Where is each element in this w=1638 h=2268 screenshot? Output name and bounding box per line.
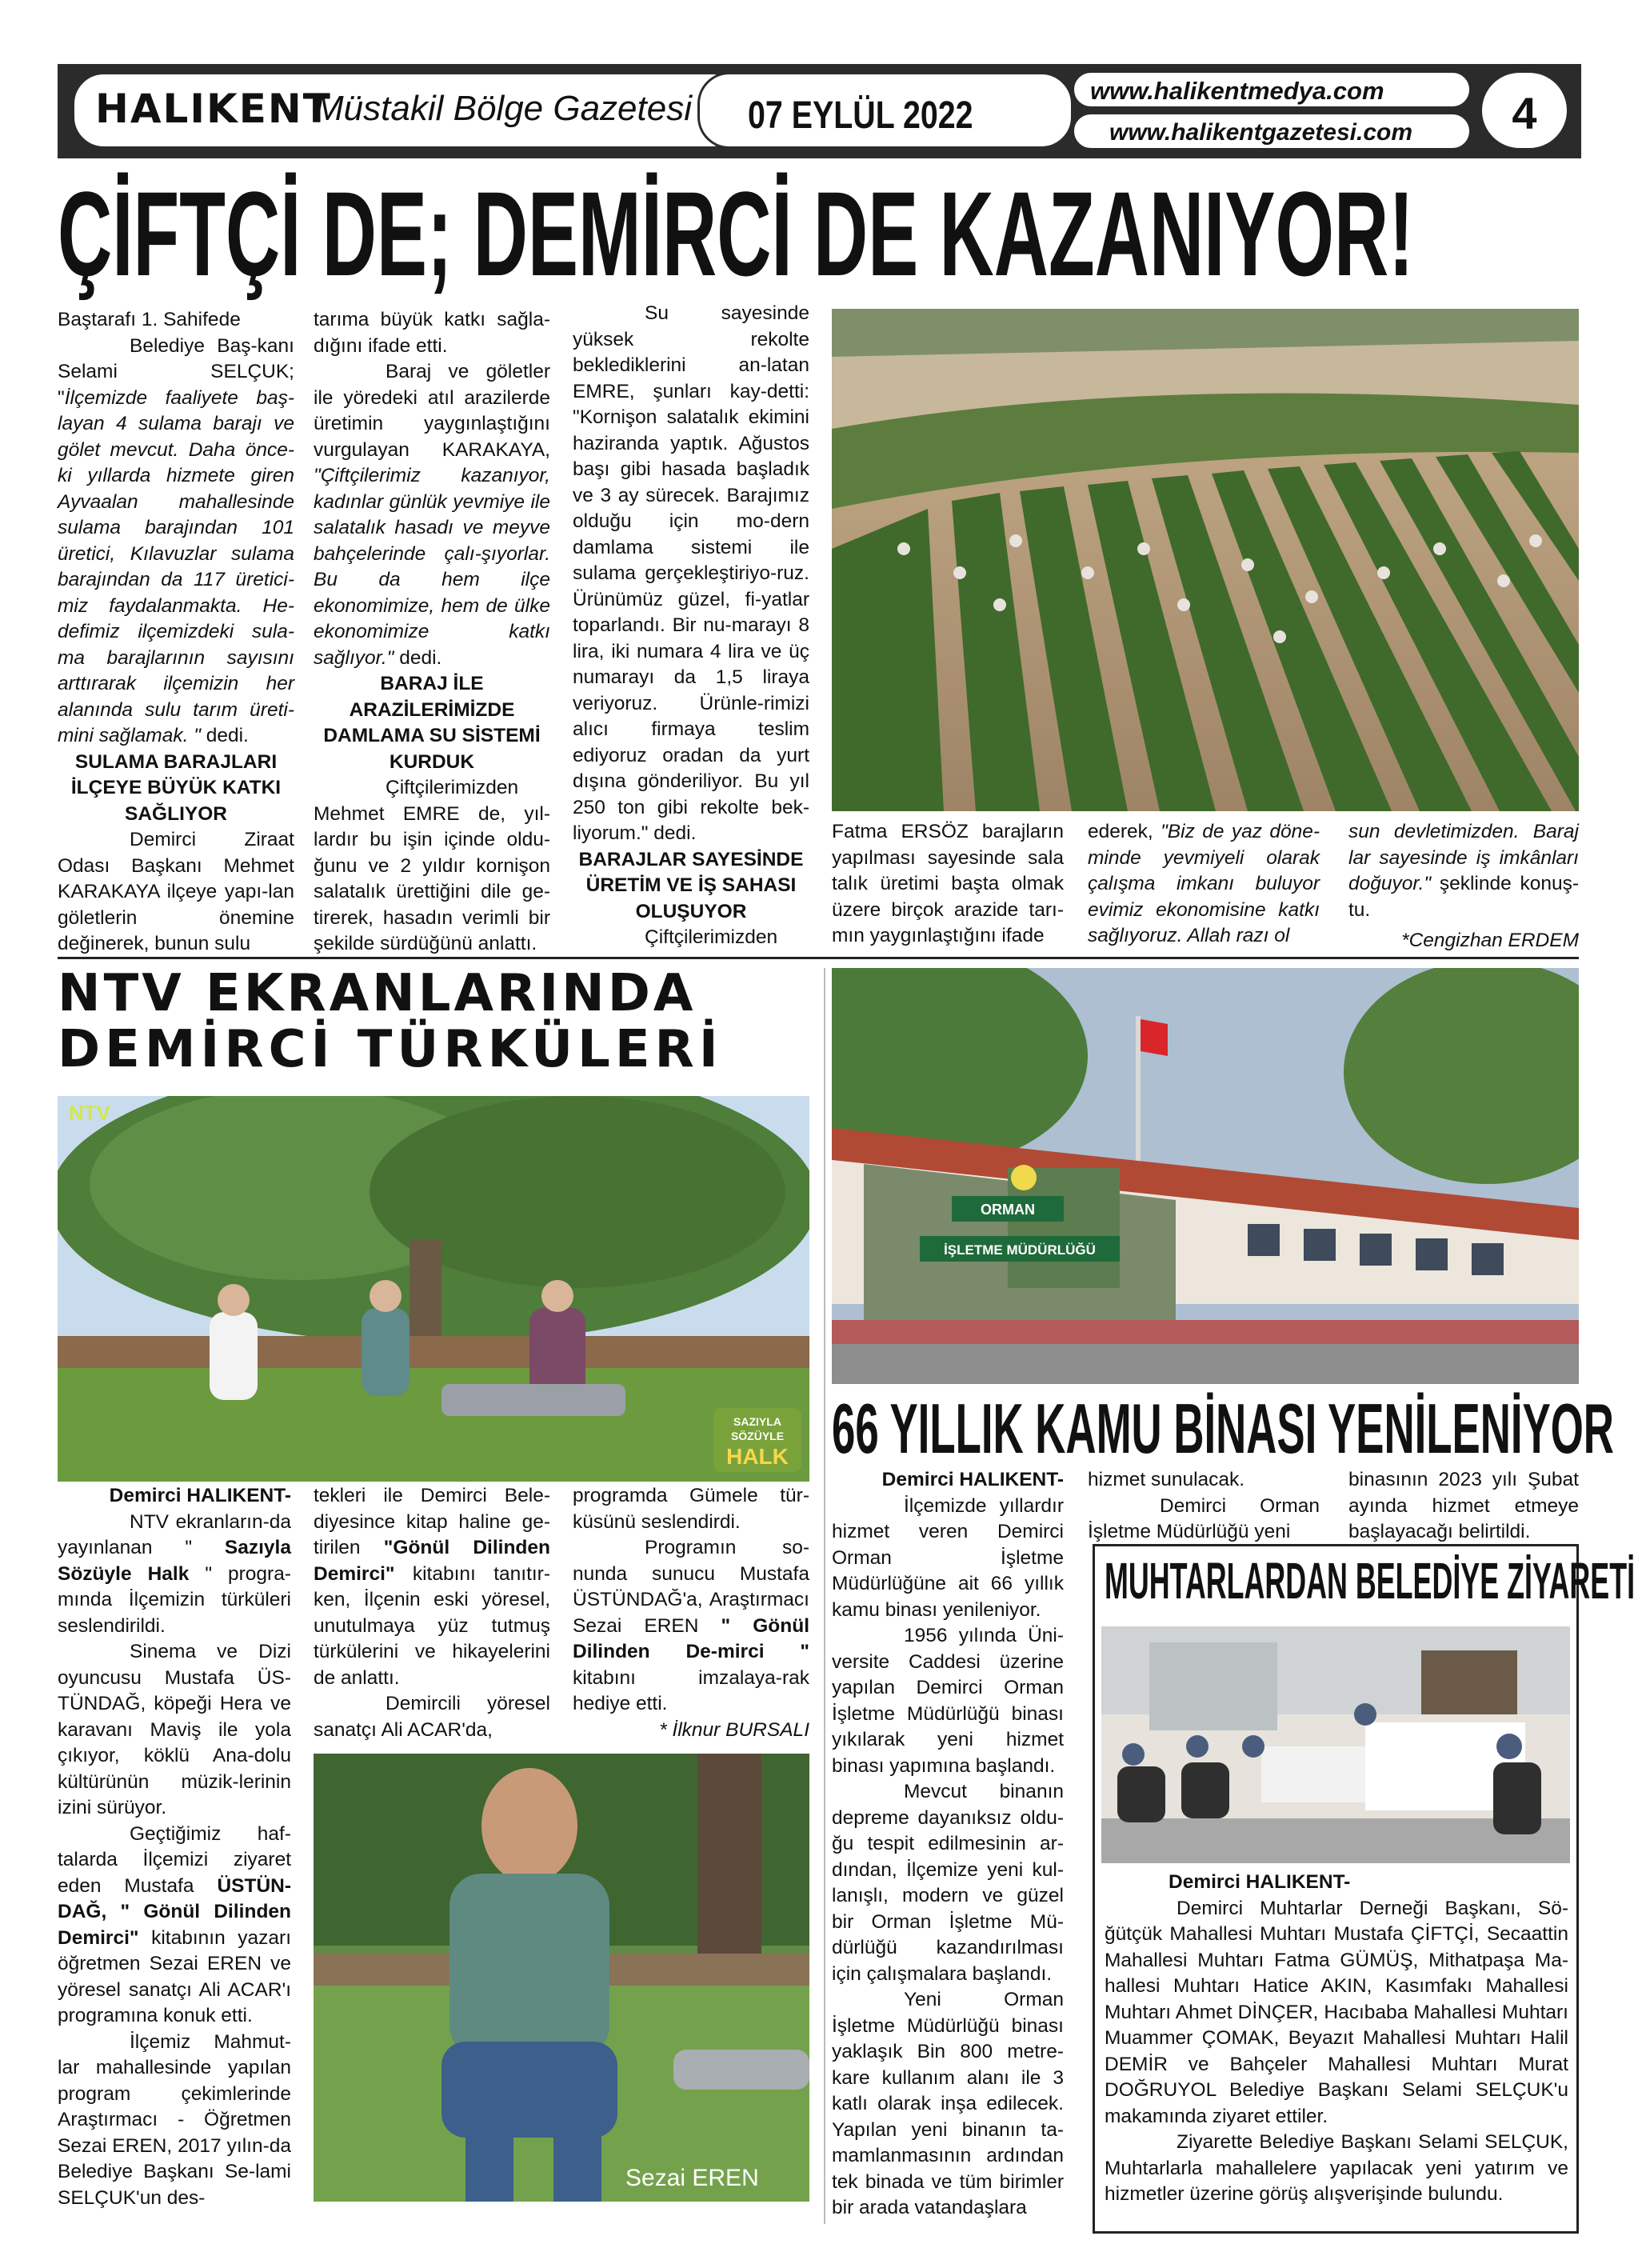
sezai-eren-photo (314, 1754, 809, 2202)
article1-col3 (573, 301, 809, 951)
issue-date: 07 EYLÜL 2022 (748, 94, 973, 137)
article2-paragraph: tekleri ile Demirci Bele-diyesince kitap haline ge-tirilen "Gönül Dilinden Demirci" kitabını tanıtır-ken, İlçenin eski yöresel, unutulmaya yüz tutmuş türkülerini ve hikayelerini de anlattı. (314, 1485, 550, 1689)
article1-col2 (314, 307, 550, 958)
subheading-drip: BARAJ İLE ARAZİLERİMİZDE DAMLAMA SU SİSTEMİ KURDUK (323, 673, 541, 773)
article2-paragraph: NTV ekranların-da yayınlanan " Sazıyla Sözüyle Halk " progra-mında İlçemizin türküleri seslendirildi. (58, 1510, 291, 1637)
show-logo-line2: SÖZÜYLE (730, 1430, 785, 1442)
brand-name: HALIKENT (95, 86, 332, 132)
muhtar-visit-text (1105, 1870, 1568, 2208)
article2-paragraph: İlçemiz Mahmut-lar mahallesinde yapılan program çekimlerinde Araştırmacı - Öğretmen Sezai EREN, 2017 yılın-da Belediye Başkanı Se-lami SELÇUK'un des- (58, 2030, 291, 2209)
website-pill-1 (1072, 70, 1472, 109)
website-link-1[interactable]: www.halikentmedya.com (1090, 77, 1384, 105)
brand-pill (72, 72, 744, 149)
headline-ntv-line1: NTV EKRANLARINDA (58, 964, 697, 1023)
website-link-2[interactable]: www.halikentgazetesi.com (1109, 119, 1412, 146)
byline-bursali: * İlknur BURSALI (659, 1718, 809, 1741)
muhtar-visit-box (1093, 1544, 1636, 2234)
article3-col2 (1088, 1467, 1320, 1546)
masthead (58, 64, 1581, 158)
article2-paragraph: Demircili yöresel sanatçı Ali ACAR'da, (314, 1693, 550, 1741)
column-divider (824, 968, 825, 2224)
ntv-logo: NTV (69, 1101, 110, 1125)
article2-col1 (58, 1483, 291, 2211)
page-number-pill (1480, 70, 1569, 150)
article1-paragraph: Baraj ve göletler ile yöredeki atıl arazilerde üretimin yaygınlaştığını vurgulayan KARAKAYA, "Çiftçilerimiz kazanıyor, kadınlar günlük yevmiye ile salatalık hasadı ve meyve bahçelerinde çalı-şıyorlar. Bu da hem ilçe ekonomimize, hem de ülke ekonomimize katkı sağlıyor." dedi. (314, 361, 550, 669)
headline-muhtar-visit: MUHTARLARDAN BELEDİYE ZİYARETİ (1105, 1552, 1636, 1610)
article1-col4: Fatma ERSÖZ barajların yapılması sayesinde sala talık üretimi başta olmak üzere birçok arazide tarı-mın yaygınlaştığını ifade (832, 821, 1064, 946)
show-logo-line3: HALK (726, 1444, 789, 1469)
article2-col2 (314, 1483, 550, 1743)
continued-note: Baştarafı 1. Sahifede (58, 309, 241, 330)
article3-paragraph: Yeni Orman İşletme Müdürlüğü binası yaklaşık Bin 800 metre-kare kullanım alanı ile 3 katlı olarak inşa edilecek. Yapılan yeni binanın ta-mamlanmasının ardından tek binada ve tüm birimler bir arada vatandaşlara (832, 1989, 1064, 2218)
cucumber-field-photo (832, 309, 1579, 811)
forestry-building-photo (832, 968, 1579, 1384)
article1-col1 (58, 307, 294, 958)
muhtar-paragraph: Ziyarette Belediye Başkanı Selami SELÇUK, Muhtarlarla mahallelere yapılacak yeni yatırım ve hizmetler üzerine görüş alışverişinde bulundu. (1105, 2131, 1568, 2205)
website-pill-2 (1072, 112, 1472, 150)
dateline: Demirci HALIKENT- (1169, 1871, 1351, 1893)
headline-public-building: 66 YILLIK KAMU BİNASI YENİLENİYOR (832, 1389, 1614, 1468)
page-number: 4 (1512, 88, 1537, 138)
article3-paragraph: 1956 yılında Üni-versite Caddesi üzerine yapılan Demirci Orman İşletme Müdürlüğü binası yıkılarak yeni hizmet binası yapımına başlandı. (832, 1625, 1064, 1777)
article1-paragraph: Çiftçilerimizden (645, 926, 778, 948)
article3-paragraph: hizmet sunulacak. (1088, 1469, 1245, 1490)
building-sign-line2: İŞLETME MÜDÜRLÜĞÜ (944, 1242, 1096, 1258)
dateline: Demirci HALIKENT- (109, 1485, 291, 1506)
building-sign-line1: ORMAN (981, 1202, 1035, 1218)
show-logo-line1: SAZIYLA (733, 1415, 781, 1428)
article1-paragraph: Demirci Ziraat Odası Başkanı Mehmet KARAKAYA ilçeye yapı-lan göletlerin önemine değinerek, bunun sulu (58, 829, 294, 954)
article2-paragraph: programda Gümele tür-küsünü seslendirdi. (573, 1485, 809, 1533)
photo-caption-sezai-eren: Sezai EREN (625, 2165, 759, 2191)
brand-tagline: Müstakil Bölge Gazetesi (314, 89, 692, 128)
section-divider (58, 957, 1579, 959)
dateline: Demirci HALIKENT- (881, 1469, 1064, 1490)
article1-paragraph: Çiftçilerimizden Mehmet EMRE de, yıl-lardır bu işin içinde oldu-ğunu ve 2 yıldır kornişon salatalık ürettiğini dile ge-tirerek, hasadın verimli bir şekilde sürdüğünü anlattı. (314, 777, 550, 954)
article3-paragraph: İlçemizde yıllardır hizmet veren Demirci Orman İşletme Müdürlüğüne ait 66 yıllık kamu binası yenileniyor. (832, 1494, 1064, 1621)
show-logo (713, 1408, 801, 1472)
article1-paragraph: tarıma büyük katkı sağla-dığını ifade etti. (314, 309, 550, 357)
article1-paragraph: Su sayesinde yüksek rekolte beklediklerini an-latan EMRE, şunları kay-detti: "Kornişon salatalık ekimini haziranda yaptık. Ağustos başı gibi hasada başladık ve 3 ay sürecek. Barajımız olduğu için mo-dern damlama sistemi ile sulama gerçekleştiriyo-ruz. Ürünümüz güzel, fi-yatlar toparlandı. Bir nu-marayı 8 lira, iki numara 4 lira ve üç numarayı da 1,5 liraya veriyoruz. Ürünle-rimizi alıcı firmaya teslim ediyoruz oradan da yurt dışına gönderiliyor. Bu yıl 250 ton gibi rekolte bek-liyorum." dedi. (573, 302, 809, 844)
byline-erdem: *Cengizhan ERDEM (1401, 930, 1579, 951)
article3-paragraph: Demirci Orman İşletme Müdürlüğü yeni (1088, 1494, 1320, 1542)
article3-col3: binasının 2023 yılı Şubat ayında hizmet etmeye başlayacağı belirtildi. (1348, 1469, 1579, 1542)
subheading-dams: BARAJLAR SAYESİNDE ÜRETİM VE İŞ SAHASI OLUŞUYOR (578, 848, 804, 922)
article1-col6: sun devletimizden. Baraj lar sayesinde iş imkânları doğuyor." şeklinde konuş-tu. *Cengizhan ERDEM (1348, 819, 1579, 954)
headline-farmer-article: ÇİFTÇİ DE; DEMİRCİ DE KAZANIYOR! (58, 166, 1414, 301)
ntv-show-photo (58, 1096, 809, 1482)
article2-paragraph: Programın so-nunda sunucu Mustafa ÜSTÜNDAĞ'a, Araştırmacı Sezai EREN " Gönül Dilinden De-mirci " kitabını imzalaya-rak hediye etti. (573, 1537, 809, 1714)
headline-ntv-line2: DEMİRCİ TÜRKÜLERİ (58, 1020, 723, 1079)
article3-paragraph: Mevcut binanın depreme dayanıksız oldu-ğu tespit edilmesinin ar-dından, İlçemize yeni kul-lanışlı, modern ve güzel bir Orman İşletme Mü-dürlüğü kazandırılması için çalışmalara başlandı. (832, 1781, 1064, 1985)
date-pill (697, 72, 1073, 149)
article1-col5: ederek, "Biz de yaz döne-minde yevmiyeli olarak çalışma imkanı buluyor evimiz ekonomisine katkı sağlıyoruz. Allah razı ol (1088, 821, 1320, 946)
article3-col1 (832, 1467, 1064, 2222)
subheading-irrigation: SULAMA BARAJLARI İLÇEYE BÜYÜK KATKI SAĞLIYOR (70, 750, 282, 825)
article2-paragraph: Geçtiğimiz haf-talarda İlçemizi ziyaret eden Mustafa ÜSTÜN-DAĞ, " Gönül Dilinden Demirci" kitabının yazarı öğretmen Sezai EREN ve yöresel sanatçı Ali ACAR'ı programına konuk etti. (58, 1822, 291, 2026)
article2-col3 (573, 1483, 809, 1743)
muhtar-paragraph: Demirci Muhtarlar Derneği Başkanı, Sö-ğütçük Mahallesi Muhtarı Mustafa ÇİFTÇİ, Secaattin Mahallesi Muhtarı Fatma GÜMÜŞ, Mithatpaşa Ma-hallesi Muhtarı Hatice AKIN, Kasımfakı Mahallesi Muhtarı Ahmet DİNÇER, Hacıbaba Mahallesi Muhtarı Muammer ÇOMAK, Beyazıt Mahallesi Muhtarı Halil DEMİR ve Bahçeler Mahallesi Muhtarı Murat DOĞRUYOL Belediye Başkanı Selami SELÇUK'u makamında ziyaret ettiler. (1105, 1897, 1568, 2127)
article2-paragraph: Sinema ve Dizi oyuncusu Mustafa ÜS-TÜNDAĞ, köpeği Hera ve karavanı Maviş ile yola çıkıyor, köklü Ana-dolu kültürünün müzik-lerinin izini sürüyor. (58, 1641, 291, 1818)
article1-paragraph: Belediye Baş-kanı Selami SELÇUK; "İlçemizde faaliyete baş-layan 4 sulama barajı ve gölet mevcut. Daha önce-ki yıllarda hizmete giren Ayvaalan mahallesinde sulama barajından 101 üretici, Kılavuzlar sulama barajından da 117 üretici-miz faydalanmakta. He-defimiz ilçemizdeki sula-ma barajlarının sayısını arttırarak ilçemizin her alanında sulu tarım üreti-mini sağlamak. " dedi. (58, 334, 294, 746)
muhtar-meeting-photo (1101, 1626, 1570, 1863)
